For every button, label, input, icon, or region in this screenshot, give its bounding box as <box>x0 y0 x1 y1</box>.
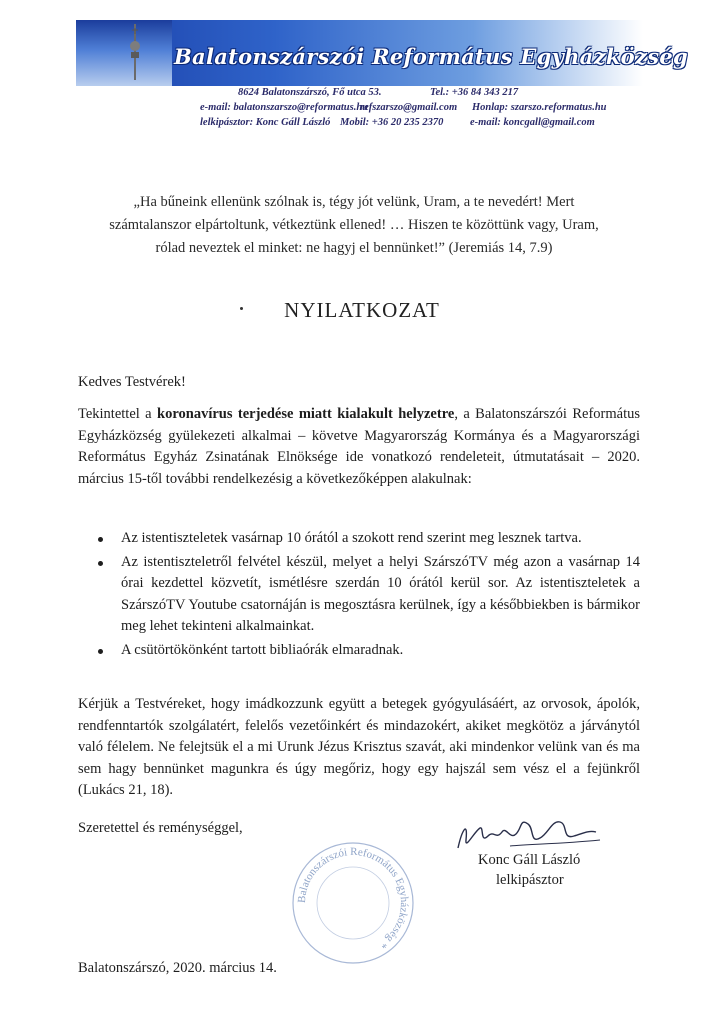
signatory-name: Konc Gáll László <box>478 852 581 868</box>
signatory-role: lelkipásztor <box>496 872 564 888</box>
letterhead-banner <box>76 20 688 86</box>
paragraph-intro <box>78 404 640 490</box>
church-tower-icon <box>120 22 150 82</box>
official-stamp <box>288 838 418 968</box>
arrangements-list <box>78 528 640 663</box>
paragraph-intro-end: , a Balatonszárszói Református Egyházközség gyülekezeti alkalmai – követve Magyarország Kormánya és a Magyarországi Református Egyház Zsinatának Elnöksége ide vonatkozó rendeleteit, útmutatásait – 2020. március 15-től további rendelkezésig a következőképpen alakulnak: <box>78 406 640 487</box>
letterhead-pastor-email: e-mail: koncgall@gmail.com <box>470 117 595 128</box>
list-item <box>78 552 640 638</box>
bible-quote-line: rólad neveztek el minket: ne hagyj el bennünket!” (Jeremiás 14, 7.9) <box>155 240 553 256</box>
letterhead-email: e-mail: balatonszarszo@reformatus.hu <box>200 102 369 113</box>
letterhead-website: Honlap: szarszo.reformatus.hu <box>472 102 607 113</box>
paragraph-intro-bold: koronavírus terjedése miatt kialakult helyzetre <box>157 406 455 422</box>
bible-quote-line: számtalanszor elpártoltunk, vétkeztünk ellened! … Hiszen te közöttünk vagy, Uram, <box>109 217 599 233</box>
list-item-text: Az istentiszteletről felvétel készül, melyet a helyi SzárszóTV még azon a vasárnap 14 órai kezdettel közvetít, ismétlésre szerdán 10 órától kerül sor. Az istentiszteletek a SzárszóTV Youtube csatornáján is megosztásra kerülnek, így a későbbiekben is bármikor meg lehet tekinteni alkalmainkat. <box>121 553 640 634</box>
document-title: NYILATKOZAT <box>284 298 440 322</box>
list-item <box>78 528 640 550</box>
stamp-text: Balatonszárszói Református Egyházközség * <box>295 845 411 951</box>
list-item-text: Az istentiszteletek vasárnap 10 órától a szokott rend szerint meg lesznek tartva. <box>121 530 582 546</box>
letterhead-mobile: Mobil: +36 20 235 2370 <box>340 117 444 128</box>
letterhead-pastor: lelkipásztor: Konc Gáll László <box>200 117 331 128</box>
letterhead-address: 8624 Balatonszárszó, Fő utca 53. <box>238 87 382 98</box>
paragraph-intro-start: Tekintettel a <box>78 406 158 422</box>
bullet-icon <box>98 561 103 566</box>
list-item-text: A csütörtökönként tartott bibliaórák elmaradnak. <box>121 641 404 658</box>
bullet-icon <box>98 649 103 654</box>
closing-line: Szeretettel és reménységgel, <box>78 820 243 836</box>
bible-quote-line: „Ha bűneink ellenünk szólnak is, tégy jót velünk, Uram, a te nevedért! Mert <box>133 194 575 210</box>
letterhead-title: Balatonszárszói Református Egyházközség <box>174 44 688 69</box>
letterhead-tel: Tel.: +36 84 343 217 <box>430 87 519 98</box>
date-line: Balatonszárszó, 2020. március 14. <box>78 960 277 976</box>
letterhead-email2: refszarszo@gmail.com <box>360 102 458 113</box>
salutation: Kedves Testvérek! <box>78 374 186 390</box>
bullet-icon <box>98 537 103 542</box>
bible-quote <box>104 191 604 260</box>
list-item <box>78 640 640 662</box>
paragraph-prayer: Kérjük a Testvéreket, hogy imádkozzunk együtt a betegek gyógyulásáért, az orvosok, ápolók, rendfenntartók szolgálatért, felelős vezetőinkért és mindazokért, akiket megkötöz a járványtól való félelem. Ne felejtsük el a mi Urunk Jézus Krisztus szavát, aki mindenkor velünk van és ma sem hagy bennünket magunkra és úgy megőriz, hogy egy hajszál sem vész el a fejünkről (Lukács 21, 18). <box>78 696 640 798</box>
